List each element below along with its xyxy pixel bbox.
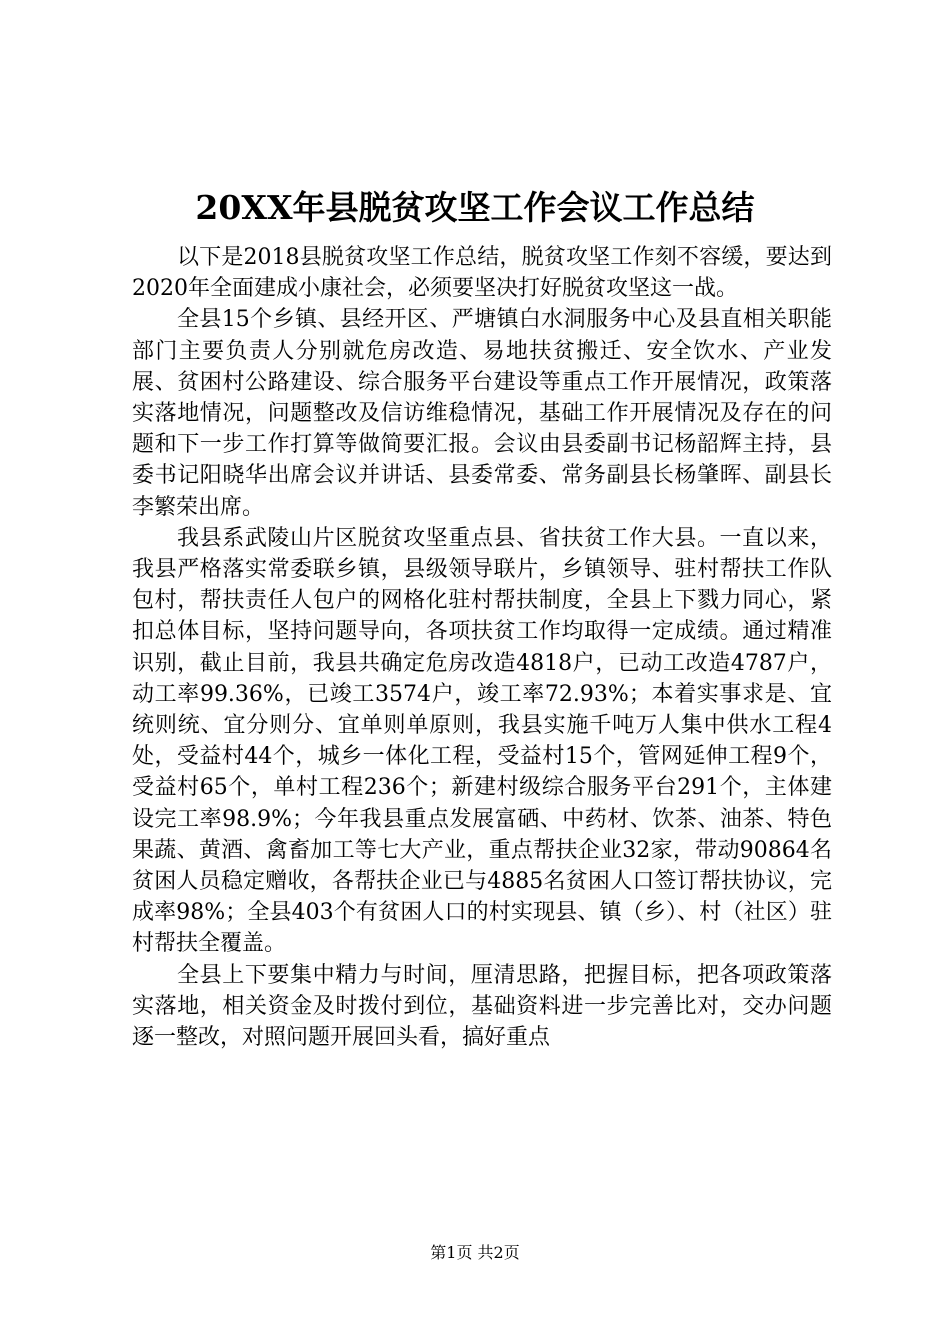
paragraph-intro: 以下是2018县脱贫攻坚工作总结，脱贫攻坚工作刻不容缓，要达到2020年全面建成小康社会，必须要坚决打好脱贫攻坚这一战。 xyxy=(132,245,832,302)
paragraph-requirements: 全县上下要集中精力与时间，厘清思路，把握目标，把各项政策落实落地，相关资金及时拨付到位，基础资料进一步完善比对，交办问题逐一整改，对照问题开展回头看，搞好重点 xyxy=(132,962,832,1051)
page-number-footer: 第1页 共2页 xyxy=(430,1243,520,1262)
document-body xyxy=(132,242,832,1053)
paragraph-meeting-reports: 全县15个乡镇、县经开区、严塘镇白水洞服务中心及县直相关职能部门主要负责人分别就危房改造、易地扶贫搬迁、安全饮水、产业发展、贫困村公路建设、综合服务平台建设等重点工作开展情况，政策落实落地情况，问题整改及信访维稳情况，基础工作开展情况及存在的问题和下一步工作打算等做简要汇报。会议由县委副书记杨韶辉主持，县委书记阳晓华出席会议并讲话、县委常委、常务副县长杨肇晖、副县长李繁荣出席。 xyxy=(132,307,832,520)
paragraph-achievements: 我县系武陵山片区脱贫攻坚重点县、省扶贫工作大县。一直以来，我县严格落实常委联乡镇，县级领导联片，乡镇领导、驻村帮扶工作队包村，帮扶责任人包户的网格化驻村帮扶制度，全县上下戮力同心，紧扣总体目标，坚持问题导向，各项扶贫工作均取得一定成绩。通过精准识别，截止目前，我县共确定危房改造4818户，已动工改造4787户，动工率99.36%，已竣工3574户，竣工率72.93%；本着实事求是、宜统则统、宜分则分、宜单则单原则，我县实施千吨万人集中供水工程4处，受益村44个，城乡一体化工程，受益村15个，管网延伸工程9个，受益村65个，单村工程236个；新建村级综合服务平台291个，主体建设完工率98.9%；今年我县重点发展富硒、中药材、饮茶、油茶、特色果蔬、黄酒、禽畜加工等七大产业，重点帮扶企业32家，带动90864名贫困人员稳定赠收，各帮扶企业已与4885名贫困人口签订帮扶协议，完成率98%；全县403个有贫困人口的村实现县、镇（乡）、村（社区）驻村帮扶全覆盖。 xyxy=(132,525,832,957)
page-title: 20XX年县脱贫攻坚工作会议工作总结 xyxy=(195,188,755,227)
